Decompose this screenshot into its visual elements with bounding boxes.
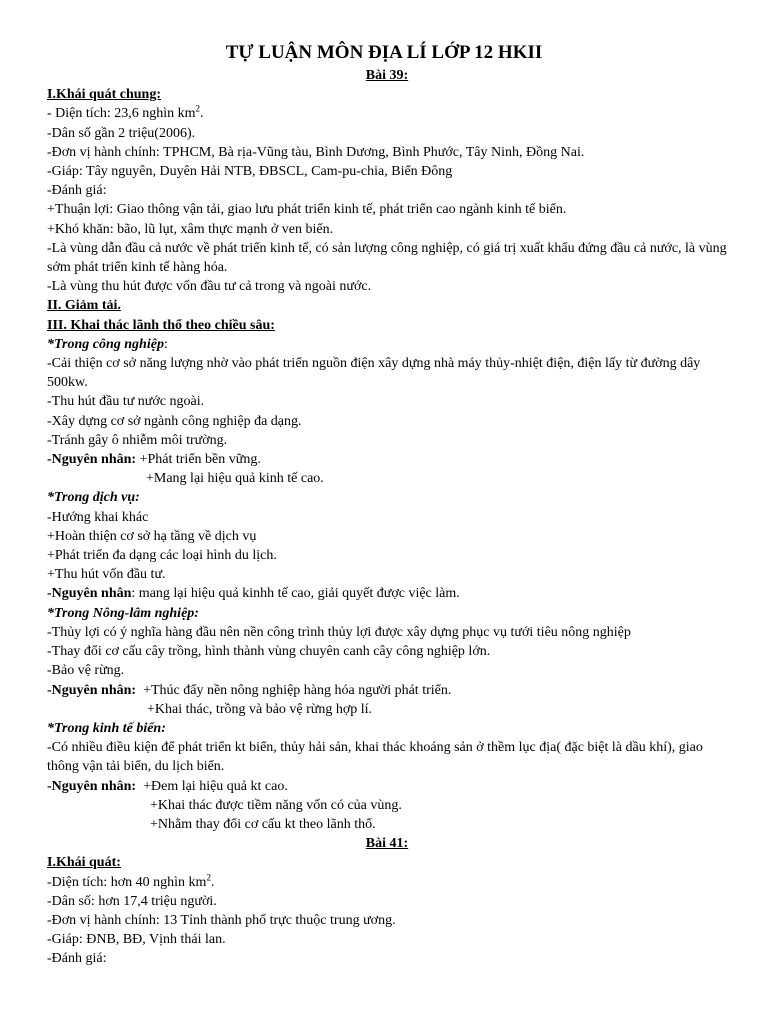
agriculture-item: -Thay đổi cơ cấu cây trồng, hình thành vùng chuyên canh cây công nghiệp lớn. [47,644,491,660]
advantages-line: +Thuận lợi: Giao thông vận tải, giao lưu phát triển kinh tế, phát triển cao ngành kinh tế biển. [47,202,567,218]
population-line: -Dân số: hơn 17,4 triệu người. [47,893,217,909]
industry-heading [47,335,727,354]
assessment-line: -Đánh giá: [47,183,107,199]
reason-text: : mang lại hiệu quả kinhh tế cao, giải quyết được việc làm. [131,586,460,602]
industry-heading-colon: : [163,336,168,352]
agriculture-reason-line [47,681,727,700]
agriculture-item: -Thủy lợi có ý nghĩa hàng đầu nên nền công trình thủy lợi được xây dựng phục vụ tưới tiêu nông nghiệp [47,624,631,640]
area-superscript: 2 [206,871,211,882]
admin-units-line: -Đơn vị hành chính: TPHCM, Bà rịa-Vũng tàu, Bình Dương, Bình Phước, Tây Ninh, Đồng Nai. [47,144,585,160]
lesson-41-heading: Bài 41: [365,836,409,852]
reason-text: +Phát triển bền vững. [136,452,261,468]
reason-label: -Nguyên nhân: [47,682,137,698]
borders-line: -Giáp: ĐNB, BĐ, Vịnh thái lan. [47,932,226,948]
industry-reason-line [47,450,727,469]
industry-item: -Thu hút đầu tư nước ngoài. [47,394,205,410]
industry-item: -Cải thiện cơ sở năng lượng nhờ vào phát triển nguồn điện xây dựng nhà máy thủy-nhiệt điện, điện lấy từ đường dây 500kw. [47,356,701,391]
industry-item: -Tránh gây ô nhiễm môi trường. [47,432,228,448]
industry-heading-text: *Trong công nghiệp [47,336,164,352]
leading-region-paragraph: -Là vùng dẫn đầu cả nước về phát triển kinh tế, có sản lượng công nghiệp, có giá trị xuất khẩu đứng đầu cả nước, là vùng sớm phát triển kinh tế hàng hóa. [47,240,727,276]
area-superscript: 2 [195,103,201,114]
area-text: -Diện tích: hơn 40 nghìn km [47,874,207,890]
assessment-line: -Đánh giá: [47,951,107,967]
marine-reason-line: +Nhằm thay đổi cơ cấu kt theo lãnh thổ. [150,816,376,832]
area-line [47,104,727,123]
difficulties-line: +Khó khăn: bão, lũ lụt, xâm thực mạnh ở ven biển. [47,221,334,237]
marine-economy-heading: *Trong kinh tế biển: [47,720,166,736]
agriculture-item: -Bảo vệ rừng. [47,663,125,679]
agriculture-heading: *Trong Nông-lâm nghiệp: [47,605,199,621]
document-body [47,66,727,969]
marine-reason-line [47,777,727,796]
section-reduced-heading: II. Giảm tải. [47,298,121,314]
services-reason-line [47,584,727,603]
admin-units-line: -Đơn vị hành chính: 13 Tỉnh thành phố trực thuộc trung ương. [47,912,396,928]
reason-text: +Thúc đẩy nền nông nghiệp hàng hóa người phát triển. [136,682,452,698]
services-item: +Phát triển đa dạng các loại hình du lịch. [47,548,277,564]
marine-economy-item: -Có nhiều điều kiện để phát triển kt biển, thủy hải sản, khai thác khoáng sản ở thềm lục địa( đặc biệt là dầu khí), giao thông vận tải biển, du lịch biển. [47,740,703,775]
reason-text: +Đem lại hiệu quả kt cao. [136,778,288,794]
reason-label: -Nguyên nhân: [47,452,137,468]
section-overview-heading: I.Khái quát: [47,855,121,871]
area-period: . [210,874,215,890]
services-item: +Hoàn thiện cơ sở hạ tầng về dịch vụ [47,528,257,544]
area-period: . [200,106,204,122]
industry-item: -Xây dựng cơ sở ngành công nghiệp đa dạng. [47,413,302,429]
borders-line: -Giáp: Tây nguyên, Duyên Hải NTB, ĐBSCL, Cam-pu-chia, Biển Đông [47,164,453,180]
investment-line: -Là vùng thu hút được vốn đầu tư cả trong và ngoài nước. [47,279,372,295]
section-depth-heading: III. Khai thác lãnh thổ theo chiều sâu: [47,317,275,333]
marine-reason-line: +Khai thác được tiềm năng vốn có của vùng. [150,797,402,813]
industry-reason-line: +Mang lại hiệu quả kinh tế cao. [146,471,324,487]
section-overview-heading: I.Khái quát chung: [47,87,161,103]
reason-label: -Nguyên nhân: [47,778,137,794]
lesson-39-heading: Bài 39: [365,68,409,83]
area-text: - Diện tích: 23,6 nghìn km [47,106,196,122]
area-line [47,873,727,892]
services-heading: *Trong dịch vụ: [47,490,140,506]
population-line: -Dân số gần 2 triệu(2006). [47,125,196,141]
agriculture-reason-line: +Khai thác, trồng và bảo vệ rừng hợp lí. [147,701,373,717]
services-item: +Thu hút vốn đầu tư. [47,567,166,583]
reason-label: -Nguyên nhân [47,586,132,602]
document-title: TỰ LUẬN MÔN ĐỊA LÍ LỚP 12 HKII [225,42,543,63]
services-item: -Hướng khai khác [47,509,149,525]
